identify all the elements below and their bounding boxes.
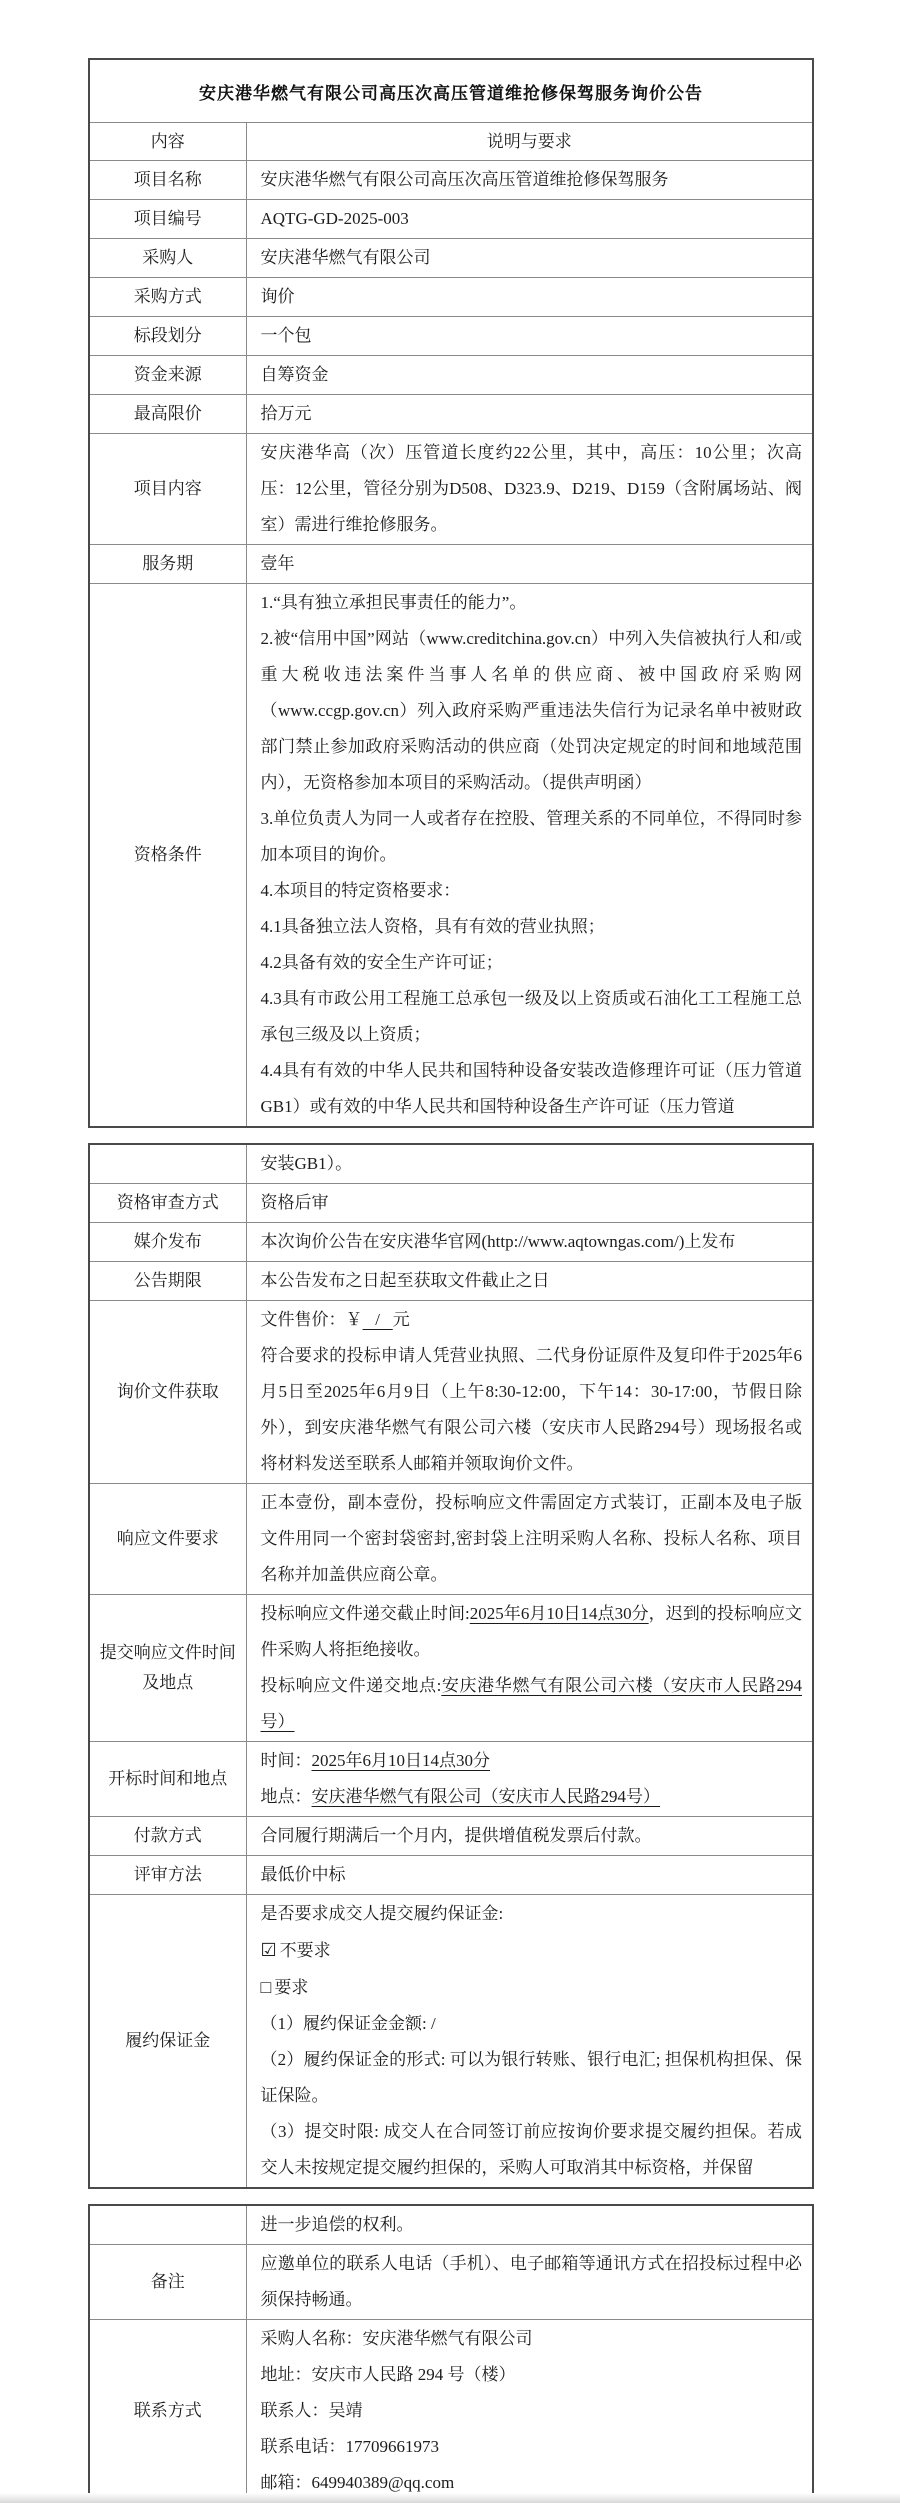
row-content: 安庆港华燃气有限公司: [246, 239, 813, 278]
row-content: 合同履行期满后一个月内，提供增值税发票后付款。: [246, 1817, 813, 1856]
row-content: 询价: [246, 278, 813, 317]
row-label: 资格条件: [89, 584, 246, 1128]
row-submission-time-place: [89, 1595, 813, 1742]
row-content: 正本壹份，副本壹份，投标响应文件需固定方式装订，正副本及电子版文件用同一个密封袋密封,密封袋上注明采购人名称、投标人名称、项目名称并加盖供应商公章。: [246, 1484, 813, 1595]
row-contact-info: [89, 2320, 813, 2503]
notice-table-part3: [88, 2204, 814, 2503]
row-label: 询价文件获取: [89, 1301, 246, 1484]
row-project-number: [89, 200, 813, 239]
row-content: 本次询价公告在安庆港华官网(http://www.aqtowngas.com/)上发布: [246, 1223, 813, 1262]
row-lot-division: [89, 317, 813, 356]
row-qualification-requirements: [89, 584, 813, 1128]
row-content: 1.“具有独立承担民事责任的能力”。 2.被“信用中国”网站（www.creditchina.gov.cn）中列入失信被执行人和/或重大税收违法案件当事人名单的供应商、被中国政府采购网（www.ccgp.gov.cn）列入政府采购严重违法失信行为记录名单中被财政部门禁止参加政府采购活动的供应商（处罚决定规定的时间和地域范围内），无资格参加本项目的采购活动。（提供声明函） 3.单位负责人为同一人或者存在控股、管理关系的不同单位，不得同时参加本项目的询价。 4.本项目的特定资格要求： 4.1具备独立法人资格，具有有效的营业执照； 4.2具备有效的安全生产许可证； 4.3具有市政公用工程施工总承包一级及以上资质或石油化工工程施工总承包三级及以上资质； 4.4具有有效的中华人民共和国特种设备安装改造修理许可证（压力管道GB1）或有效的中华人民共和国特种设备生产许可证（压力管道: [246, 584, 813, 1128]
row-content: 安庆港华高（次）压管道长度约22公里，其中，高压：10公里；次高压：12公里，管径分别为D508、D323.9、D219、D159（含附属场站、阀室）需进行维抢修服务。: [246, 434, 813, 545]
row-qualification-continuation: [89, 1144, 813, 1184]
row-content: 文件售价：￥ / 元 符合要求的投标申请人凭营业执照、二代身份证原件及复印件于2025年6月5日至2025年6月9日（上午8:30-12:00，下午14：30-17:00，节假日除外），到安庆港华燃气有限公司六楼（安庆市人民路294号）现场报名或将材料发送至联系人邮箱并领取询价文件。: [246, 1301, 813, 1484]
contact-email: 邮箱：649940389@qq.com: [260, 2473, 455, 2492]
row-funding-source: [89, 356, 813, 395]
row-label: 评审方法: [89, 1856, 246, 1895]
bid-opening-time: 2025年6月10日14点30分: [311, 1751, 490, 1770]
title-row: [89, 59, 813, 123]
row-document-acquisition: [89, 1301, 813, 1484]
row-payment-method: [89, 1817, 813, 1856]
row-label: 提交响应文件时间及地点: [89, 1595, 246, 1742]
contact-purchaser-name: 采购人名称：安庆港华燃气有限公司: [260, 2329, 533, 2348]
contact-address: 地址：安庆市人民路 294 号（楼）: [260, 2365, 516, 2384]
row-purchaser: [89, 239, 813, 278]
checkbox-option-label: 不要求: [279, 1941, 331, 1960]
row-label: 响应文件要求: [89, 1484, 246, 1595]
contact-phone: 联系电话：17709661973: [260, 2437, 439, 2456]
row-content: 安装GB1）。: [246, 1144, 813, 1184]
row-performance-bond: [89, 1895, 813, 2189]
row-label: 付款方式: [89, 1817, 246, 1856]
row-project-content: [89, 434, 813, 545]
row-label: [89, 1144, 246, 1184]
row-price-ceiling: [89, 395, 813, 434]
row-label: 资金来源: [89, 356, 246, 395]
row-label: 公告期限: [89, 1262, 246, 1301]
submission-deadline: 2025年6月10日14点30分: [469, 1604, 649, 1623]
submission-place: 安庆港华燃气有限公司六楼（安庆市人民路294号）: [260, 1676, 802, 1731]
row-content: 最低价中标: [246, 1856, 813, 1895]
column-header-description: 说明与要求: [246, 123, 813, 161]
scan-bottom-edge: [0, 2493, 900, 2503]
row-label: 最高限价: [89, 395, 246, 434]
row-procurement-method: [89, 278, 813, 317]
checkbox-option-label: 要求: [274, 1978, 309, 1997]
row-label: 项目编号: [89, 200, 246, 239]
row-content: 是否要求成交人提交履约保证金: ☑ 不要求 □ 要求 （1）履约保证金金额: / （2）履约保证金的形式: 可以为银行转账、银行电汇; 担保机构担保、保证保险。 （3）提交时限: 成交人在合同签订前应按询价要求提交履约担保。若成交人未按规定提交履约担保的，采购人可取消其中标资格，并保留: [246, 1895, 813, 2189]
row-bid-opening-time-place: [89, 1742, 813, 1817]
row-content: 应邀单位的联系人电话（手机）、电子邮箱等通讯方式在招投标过程中必须保持畅通。: [246, 2245, 813, 2320]
contact-person: 联系人：吴靖: [260, 2401, 363, 2420]
row-label: 项目名称: [89, 161, 246, 200]
row-content: 进一步追偿的权利。: [246, 2205, 813, 2245]
row-label: [89, 2205, 246, 2245]
row-project-name: [89, 161, 813, 200]
header-row: [89, 123, 813, 161]
notice-table-part2: [88, 1143, 814, 2189]
row-label: 采购方式: [89, 278, 246, 317]
row-content: 安庆港华燃气有限公司高压次高压管道维抢修保驾服务: [246, 161, 813, 200]
document-title: 安庆港华燃气有限公司高压次高压管道维抢修保驾服务询价公告: [89, 59, 813, 123]
row-content: 自筹资金: [246, 356, 813, 395]
row-content: 本公告发布之日起至获取文件截止之日: [246, 1262, 813, 1301]
row-service-period: [89, 545, 813, 584]
row-content: 投标响应文件递交截止时间:2025年6月10日14点30分，迟到的投标响应文件采购人将拒绝接收。 投标响应文件递交地点:安庆港华燃气有限公司六楼（安庆市人民路294号）: [246, 1595, 813, 1742]
row-remarks: [89, 2245, 813, 2320]
row-response-document-requirements: [89, 1484, 813, 1595]
bid-opening-place: 安庆港华燃气有限公司（安庆市人民路294号）: [311, 1787, 660, 1806]
notice-table-part1: [88, 58, 814, 1128]
row-label: 备注: [89, 2245, 246, 2320]
row-content: 一个包: [246, 317, 813, 356]
row-label: 资格审查方式: [89, 1184, 246, 1223]
row-label: 项目内容: [89, 434, 246, 545]
row-content: AQTG-GD-2025-003: [246, 200, 813, 239]
row-label: 服务期: [89, 545, 246, 584]
row-label: 开标时间和地点: [89, 1742, 246, 1817]
row-content: [246, 2320, 813, 2503]
row-content: 壹年: [246, 545, 813, 584]
blank-underline: /: [362, 1310, 393, 1329]
row-label: 标段划分: [89, 317, 246, 356]
row-content: 资格后审: [246, 1184, 813, 1223]
inquiry-notice-document: [88, 58, 812, 2503]
row-bond-continuation: [89, 2205, 813, 2245]
row-content: 时间：2025年6月10日14点30分 地点：安庆港华燃气有限公司（安庆市人民路294号）: [246, 1742, 813, 1817]
row-qualification-review-method: [89, 1184, 813, 1223]
row-evaluation-method: [89, 1856, 813, 1895]
row-label: 采购人: [89, 239, 246, 278]
row-content: 拾万元: [246, 395, 813, 434]
row-media-release: [89, 1223, 813, 1262]
row-notice-period: [89, 1262, 813, 1301]
row-label: 履约保证金: [89, 1895, 246, 2189]
row-label: 媒介发布: [89, 1223, 246, 1262]
checkbox-checked-icon: ☑: [260, 1940, 277, 1960]
row-label: 联系方式: [89, 2320, 246, 2503]
checkbox-unchecked-icon: □: [260, 1977, 272, 1997]
column-header-content: 内容: [89, 123, 246, 161]
